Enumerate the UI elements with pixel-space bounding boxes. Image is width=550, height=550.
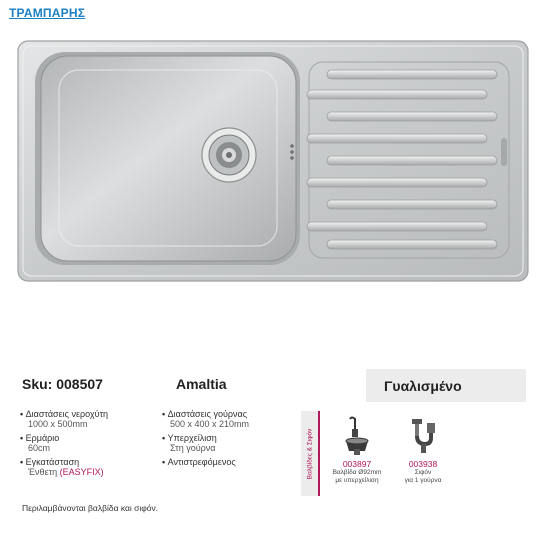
spec-label: • Υπερχείλιση [162,433,217,443]
accessories-side-label: Βαλβίδες & Σιφόν [306,428,313,479]
spec-value: 1000 x 500mm [28,419,88,429]
siphon-icon [406,415,440,455]
model-name: Amaltia [176,376,227,392]
accessory-desc-2: με υπερχείλιση [335,476,379,484]
accessory-desc: Σιφόν [414,469,432,476]
spec-value: 60cm [28,443,51,453]
installation-type: Ένθετη [28,467,60,477]
included-note: Περιλαμβάνονται βαλβίδα και σιφόν. [22,503,159,513]
spec-label: • Διαστάσεις γούρνας [162,409,247,419]
sku-code: Sku: 008507 [22,376,103,392]
accessory-code: 003938 [408,459,438,469]
accessory-code: 003897 [342,459,372,469]
installation-system: (EASYFIX) [59,467,104,477]
specs-right [162,409,249,471]
spec-label: • Εγκατάσταση [20,457,79,467]
spec-overflow [162,433,249,453]
accessory-desc-2: για 1 γούρνα [404,476,442,484]
spec-sink-dimensions [20,409,108,429]
drain-valve-icon [340,415,374,455]
spec-label: • Ερμάριο [20,433,59,443]
finish-label: Γυαλισμένο [384,378,462,394]
accessory-item[interactable] [392,413,454,484]
specs-left [20,409,108,481]
spec-cabinet [20,433,108,453]
accessory-item[interactable] [326,413,388,484]
spec-bowl-dimensions [162,409,249,429]
brand-logo[interactable]: ΤΡΑΜΠΑΡΗΣ [9,6,86,20]
spec-installation [20,457,108,477]
spec-value [20,467,108,477]
spec-reversible [162,457,249,467]
spec-label: • Διαστάσεις νεροχύτη [20,409,108,419]
sink-image [17,40,529,285]
spec-value: Στη γούρνα [170,443,216,453]
spec-value: 500 x 400 x 210mm [170,419,250,429]
accessory-desc: Βαλβίδα Ø92mm [332,469,382,476]
accessories-side-tab [301,411,320,496]
spec-label: • Αντιστρεφόμενος [162,457,236,467]
